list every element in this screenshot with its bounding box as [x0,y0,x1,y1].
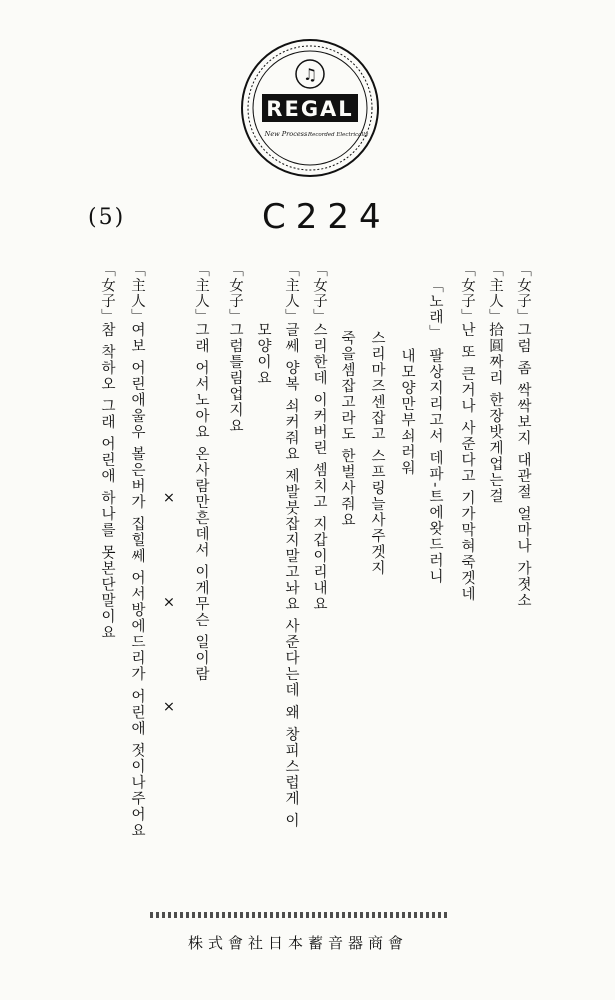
dialogue-text: 그럼 좀 싹싹보지 대관절 얼마나 가졋소 [515,322,531,609]
publisher-name: 株式會社日本蓄音器商會 [188,934,409,952]
dialogue-text: 스리마즈센잡고 스프링늘사주겟지 [369,330,385,577]
speaker-label: 「女子」 [99,262,115,324]
dialogue-text: 스리한데 이커버린 셈치고 지갑이리내요 [311,322,327,613]
speaker-label: 「女子」 [311,262,327,324]
dialogue-text: 난 또 큰거나 사준다고 기가막혀죽겟네 [459,322,475,603]
speaker-label: 「主人」 [283,262,299,324]
dialogue-text: 여보 어린애울우 볼은버가 집힐쎄 어서방에드리가 어린애 젓이나주어요 [129,322,145,839]
speaker-label: 「主人」 [487,262,503,324]
dialogue-text: 拾圓짜리 한장밧게업는걸 [487,322,503,505]
dialogue-text: 죽을셈잡고라도 한벌사줘요 [339,330,355,529]
dialogue-text: 그럼틀림업지요 [227,322,243,434]
dialogue-text: 글쎄 양복 쇠커줘요 제발붓잡지말고놔요 사준다는데 왜 창피스럽게 이 [283,322,299,829]
music-note-icon: ♫ [302,65,318,84]
scene-break: × × × [161,490,177,758]
speaker-label: 「女子」 [515,262,531,324]
footer-divider [150,912,450,918]
logo-tagline-left: New Process [264,130,308,138]
logo-tagline-right: Recorded Electrically [307,132,369,138]
dialogue-text: 참 착하오 그래 어린애 하나를 못본단말이요 [99,322,115,641]
speaker-label: 「女子」 [227,262,243,324]
dialogue-text: 그래 어서노아요 온사람만흔데서 이게무슨 일이람 [193,322,209,683]
dialogue-text: 팔상지리고서 데파-트에왓드러니 [427,348,443,585]
speaker-label: 「노래」 [427,278,443,340]
page-number: (5) [88,205,126,230]
logo-brand: REGAL [266,97,354,121]
regal-logo [240,38,380,178]
speaker-label: 「主人」 [193,262,209,324]
speaker-label: 「女子」 [459,262,475,324]
dialogue-text: 내모양만부쇠러워 [399,348,415,476]
record-number: C224 [262,197,391,237]
dialogue-text: 모양이요 [255,322,271,386]
speaker-label: 「主人」 [129,262,145,324]
